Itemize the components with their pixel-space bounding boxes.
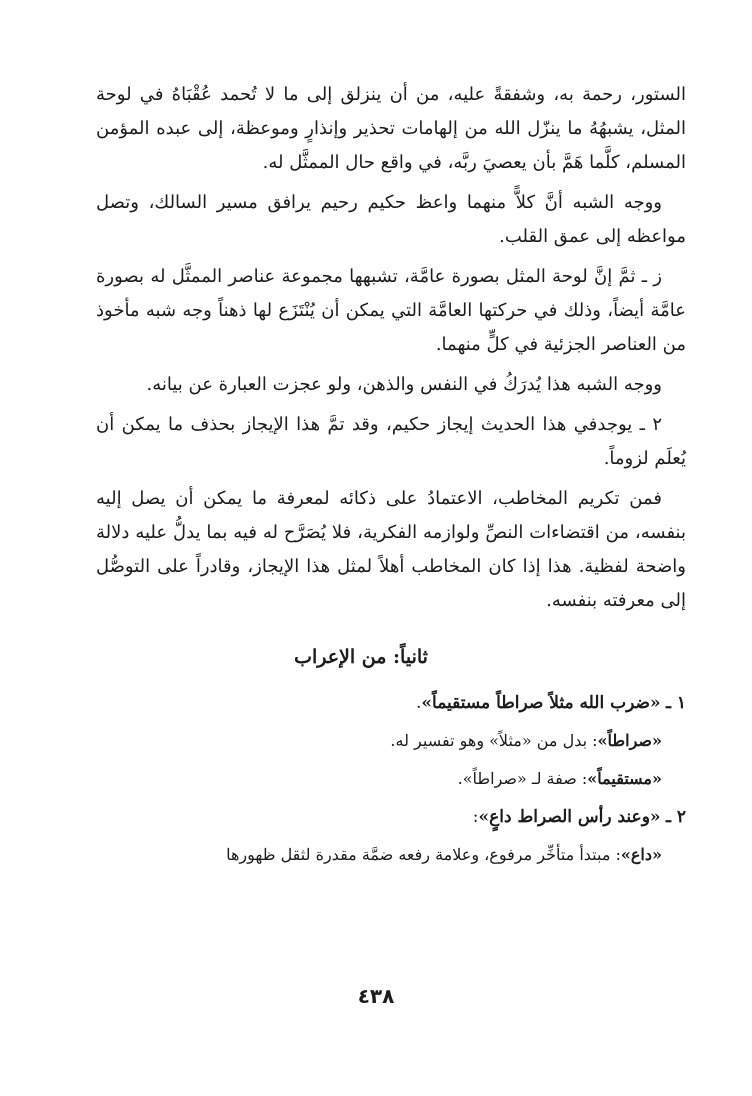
item-rest: : صفة لـ «صراطاً». [457, 769, 588, 788]
item-rest: : [472, 807, 479, 827]
item-rest: : مبتدأ متأخِّر مرفوع، وعلامة رفعه ضمَّة مقدرة لثقل ظهورها [226, 845, 621, 864]
item-quote: «مستقيماً» [587, 769, 662, 788]
paragraph-similarity-1: ووجه الشبه أنَّ كلاًّ منهما واعظ حكيم رحيم يرافق مسير السالك، وتصل مواعظه إلى عمق القلب. [96, 192, 686, 247]
grammar-item-2 [96, 798, 686, 836]
item-rest: : بدل من «مثلاً» وهو تفسير له. [390, 731, 598, 750]
page-number: ٤٣٨ [357, 984, 395, 1008]
paragraph-continuation: الستور، رحمة به، وشفقةً عليه، من أن ينزلق إلى ما لا تُحمد عُقْبَاهُ في لوحة المثل، يشبهُهُ ما ينزّل الله من إلهامات تحذير وإنذارٍ وموعظة، إلى عبده المؤمن المسلم، كلَّما هَمَّ بأن يعصيَ ربَّه، في واقع حال الممثَّل له. [96, 84, 686, 173]
grammar-item-1 [96, 684, 686, 722]
item-quote: «داع» [620, 845, 662, 864]
item-quote: «وعند رأس الصراط داعٍ» [478, 807, 661, 827]
item-quote: «صراطاً» [597, 731, 662, 750]
section-heading: ثانياً: من الإعراب [294, 646, 428, 668]
item-quote: «ضرب الله مثلاً صراطاً مستقيماً» [421, 693, 661, 713]
paragraph-section-z: ز ـ ثمَّ إنَّ لوحة المثل بصورة عامَّة، تشبهها مجموعة عناصر الممثَّل له بصورة عامَّة أيضاً، وذلك في حركتها العامَّة التي يمكن أن يُنْتَزَع لها ذهناً وجه شبه مأخوذ من العناصر الجزئية في كلٍّ منهما. [96, 266, 686, 355]
paragraph-similarity-2: ووجه الشبه هذا يُدرَكُ في النفس والذهن، ولو عجزت العبارة عن بيانه. [146, 374, 662, 395]
item-number: ٢ ـ [665, 807, 686, 827]
item-number: ١ ـ [665, 693, 686, 713]
paragraph-honoring-addressee: فمن تكريم المخاطب، الاعتمادُ على ذكائه لمعرفة ما يمكن أن يصل إليه بنفسه، من اقتضاءات النصِّ ولوازمه الفكرية، فلا يُصَرَّح له فيه بما يدلُّ عليه دلالة واضحة لفظية. هذا إذا كان المخاطب أهلاً لمثل هذا الإيجاز، وقادراً على التوصُّل إلى معرفته بنفسه. [96, 488, 686, 611]
grammar-subitem-sirat [96, 722, 686, 760]
grammar-subitem-daa [96, 836, 686, 874]
paragraph-point-2: ٢ ـ يوجدفي هذا الحديث إيجاز حكيم، وقد تمَّ هذا الإيجاز بحذف ما يمكن أن يُعلَم لزوماً. [96, 414, 686, 469]
item-rest: . [415, 693, 422, 713]
grammar-subitem-mustaqim [96, 760, 686, 798]
page-body [96, 78, 686, 874]
